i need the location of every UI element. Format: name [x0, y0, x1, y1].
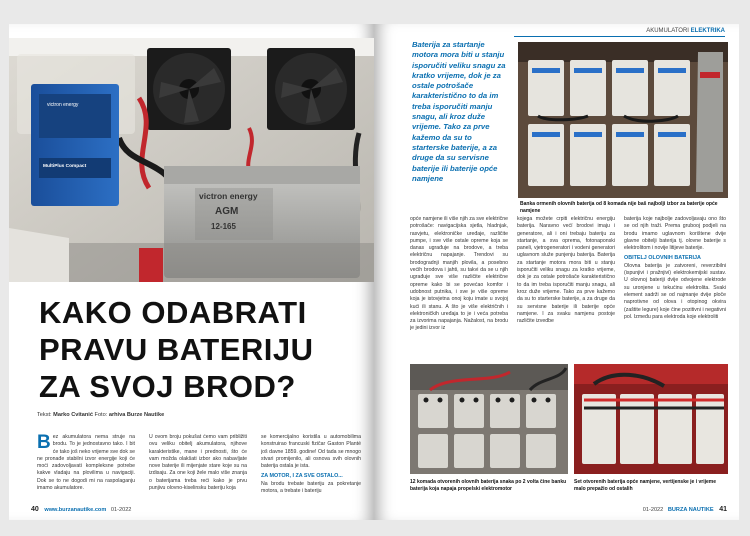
service-batteries-illustration — [574, 364, 728, 474]
left-footer — [31, 506, 131, 513]
magazine-spread — [9, 24, 739, 520]
left-footer-url: www.burzanautike.com — [44, 507, 107, 513]
left-footer-page-number: 40 — [31, 506, 39, 513]
caption-top: Banka ormenih olovnih baterija od 8 komada nije baš najbolji izbor za baterije opće namjene — [520, 201, 718, 214]
right-col3-heading: OBITELJ OLOVNIH BATERIJA — [624, 255, 701, 262]
battery-bank-illustration — [518, 42, 728, 198]
title-line-1: KAKO ODABRATI — [39, 295, 307, 330]
credits-photo-source: arhiva Burze Nautike — [108, 412, 165, 418]
hero-photo-illustration — [9, 38, 374, 282]
right-footer — [643, 506, 727, 513]
right-column-2 — [517, 216, 615, 364]
fan-left — [147, 48, 231, 130]
section-header-rule — [514, 36, 725, 37]
drop-cap: B — [37, 434, 51, 453]
propulsion-batteries-illustration — [410, 364, 568, 474]
fan-right — [267, 48, 355, 130]
left-col3-heading: ZA MOTOR, I ZA SVE OSTALO... — [261, 473, 343, 480]
right-col1-text: opće namjene ili više njih za sve električne potrošače: navigacijska sjetla, hladnjak, rasvjetu, elektroničke uređaje, različite pumpe, i sve više ostale opreme koja se danas ugrađuje na brodove, a treba električnu napajanje. Trendovi su brodogradnji manjih plovila, a posebno većih brodova i jahti, su takvi da se u njih ugrađuje sve više različite električne opreme kako bi se povećao komfor i udobnost putnika, i sve je više opreme koja je istovjetna onoj koju imate u svojoj kući ili stanu. A što je više električnih i elektroničkih uređaja to je i veća potreba za izvorima napajanja. Nažalost, na brodu je jedini izvor iz — [410, 216, 508, 332]
credits-photo-label: Foto: — [94, 412, 108, 418]
article-title — [39, 294, 359, 405]
right-col3b-text: Olovna baterija je zatvoreni, reverzibilni (ispunjivi i pražnjivi) elektrokemijski sustav. U olovnoj bateriji dvije odvojene elektrode su uronjene u tekućinu elektrolita. Svaki element sadrži se od najmanje dvije ploče naprotivne od olova i otopinog okvira (zaštite legure) koje čine pozitivni i negativni pol. Između para elektroda koje elektroliti — [624, 262, 726, 320]
right-col2-text: kojega možete crpiti električnu energiju baterija. Naravno većí brodovi imaju i generatore, ali i oni trebaju bateriju za startanje, a sva oprema, fotonaponski paneli, vjetrogeneratori i vodeni generatori uglavnom služe punjenju baterija. Baterija za startanje motora mora biti u stanju isporučiti veliku snagu za kratko vrijeme, dok je za ostale potrošače karakteristično to da im treba isporučiti manju snagu, ali kroz duže vrijeme. Tako za prve kažemo da su to starterske baterije, a za druge da su servisne baterije ili baterije opće namjene. I za svaku namjenu postoje različite izvedbe — [517, 216, 615, 325]
battery-bank-photo — [518, 42, 728, 198]
inverter-brand: victron energy — [47, 102, 79, 108]
battery-spec: 12-165 — [211, 222, 236, 231]
left-col3a-text: se komercijalno koristila u automobilima konstruirao francuski fizičar Gaston Planté još davne 1859. godine! Od tada se mnogo stvari promijenilo, ali osnova svih olovnih baterija ostala je ista. — [261, 434, 361, 470]
left-col2-text: U ovom broju pokušat ćemo vam približiti ovu veliku obitelj akumulatora, njihove karakteristike, mane i prednosti, što će vam možda olakšati izbor ako nabavljate nove baterije ili mijenjate stare koje su na izdisaju. Za one koji žele malo više znanja o baterijama treba reći kako je prvu punjivu olovno-kiselinsku bateriju koja — [149, 434, 247, 492]
credits-author: Marko Cvitanić — [53, 412, 93, 418]
right-column-1 — [410, 216, 508, 364]
left-column-1 — [37, 434, 135, 506]
right-footer-issue: 01-2022 — [642, 507, 664, 513]
battery-type: AGM — [215, 206, 239, 217]
credits-text-label: Tekst: — [37, 412, 52, 418]
right-col3a-text: baterija koje najbolje zadovoljavaju ono što se od njih traži. Prema grubooj podjeli na brodu imamo uglavnom korištene dvije glavne obitelji baterija tj. olovne baterije s elektrolitom i novije litijeve baterije. — [624, 216, 726, 252]
pull-quote: Baterija za startanje motora mora biti u stanju isporučiti veliku snagu za kratko vrijeme, dok je za ostale potrošače karakteristično to da im treba isporučiti manju snagu, ali kroz duže vrijeme. Tako za prve kažemo da su to starterske baterije, a za druge da su servisne baterije ili baterije opće namjene — [412, 40, 506, 183]
left-col1-text: ez akumulatora nema struje na brodu. To je jednostavno tako. I bit će tako još neko vrijeme sve dok se ne pronađe stabilni izvor energije koji će moći zadovoljavati kompleksne potrebe kakve vladaju na plovilima u navigaciji. Dok se to ne dogodi mi na raspolaganju imamo akumulatore. — [37, 434, 135, 492]
left-col3b-text: Na brodu trebate bateriju za pokretanje motora, a trebate i bateriju — [261, 480, 361, 495]
hero-photo — [9, 38, 374, 282]
section-header-prefix: AKUMULATORI — [646, 28, 689, 34]
right-footer-page-number: 41 — [719, 506, 727, 513]
caption-bottom-right: Set otvorenih baterija opće namjene, vertijenske je i vrijeme malo prepažio od ostalih — [574, 479, 717, 492]
caption-bottom-left: 12 komada otvorenih olovnih baterija snaka po 2 volta čine banku baterija koja napaja propelski elektromotor — [410, 479, 567, 492]
title-line-3: ZA SVOJ BROD? — [39, 369, 296, 404]
right-column-3 — [624, 216, 726, 371]
left-column-3 — [261, 434, 361, 506]
inverter-model: MultiPlus Compact — [43, 164, 87, 169]
service-batteries-photo — [574, 364, 728, 474]
right-footer-brand: BURZA NAUTIKE — [667, 507, 714, 513]
propulsion-batteries-photo — [410, 364, 568, 474]
section-header-suffix: ELEKTRIKA — [690, 28, 725, 34]
left-column-2 — [149, 434, 247, 506]
article-credits — [37, 412, 164, 418]
left-page — [9, 24, 374, 520]
section-header — [646, 28, 725, 34]
battery-brand: victron energy — [199, 191, 258, 201]
left-footer-issue: 01-2022 — [110, 507, 132, 513]
title-line-2: PRAVU BATERIJU — [39, 332, 314, 367]
right-page — [374, 24, 739, 520]
